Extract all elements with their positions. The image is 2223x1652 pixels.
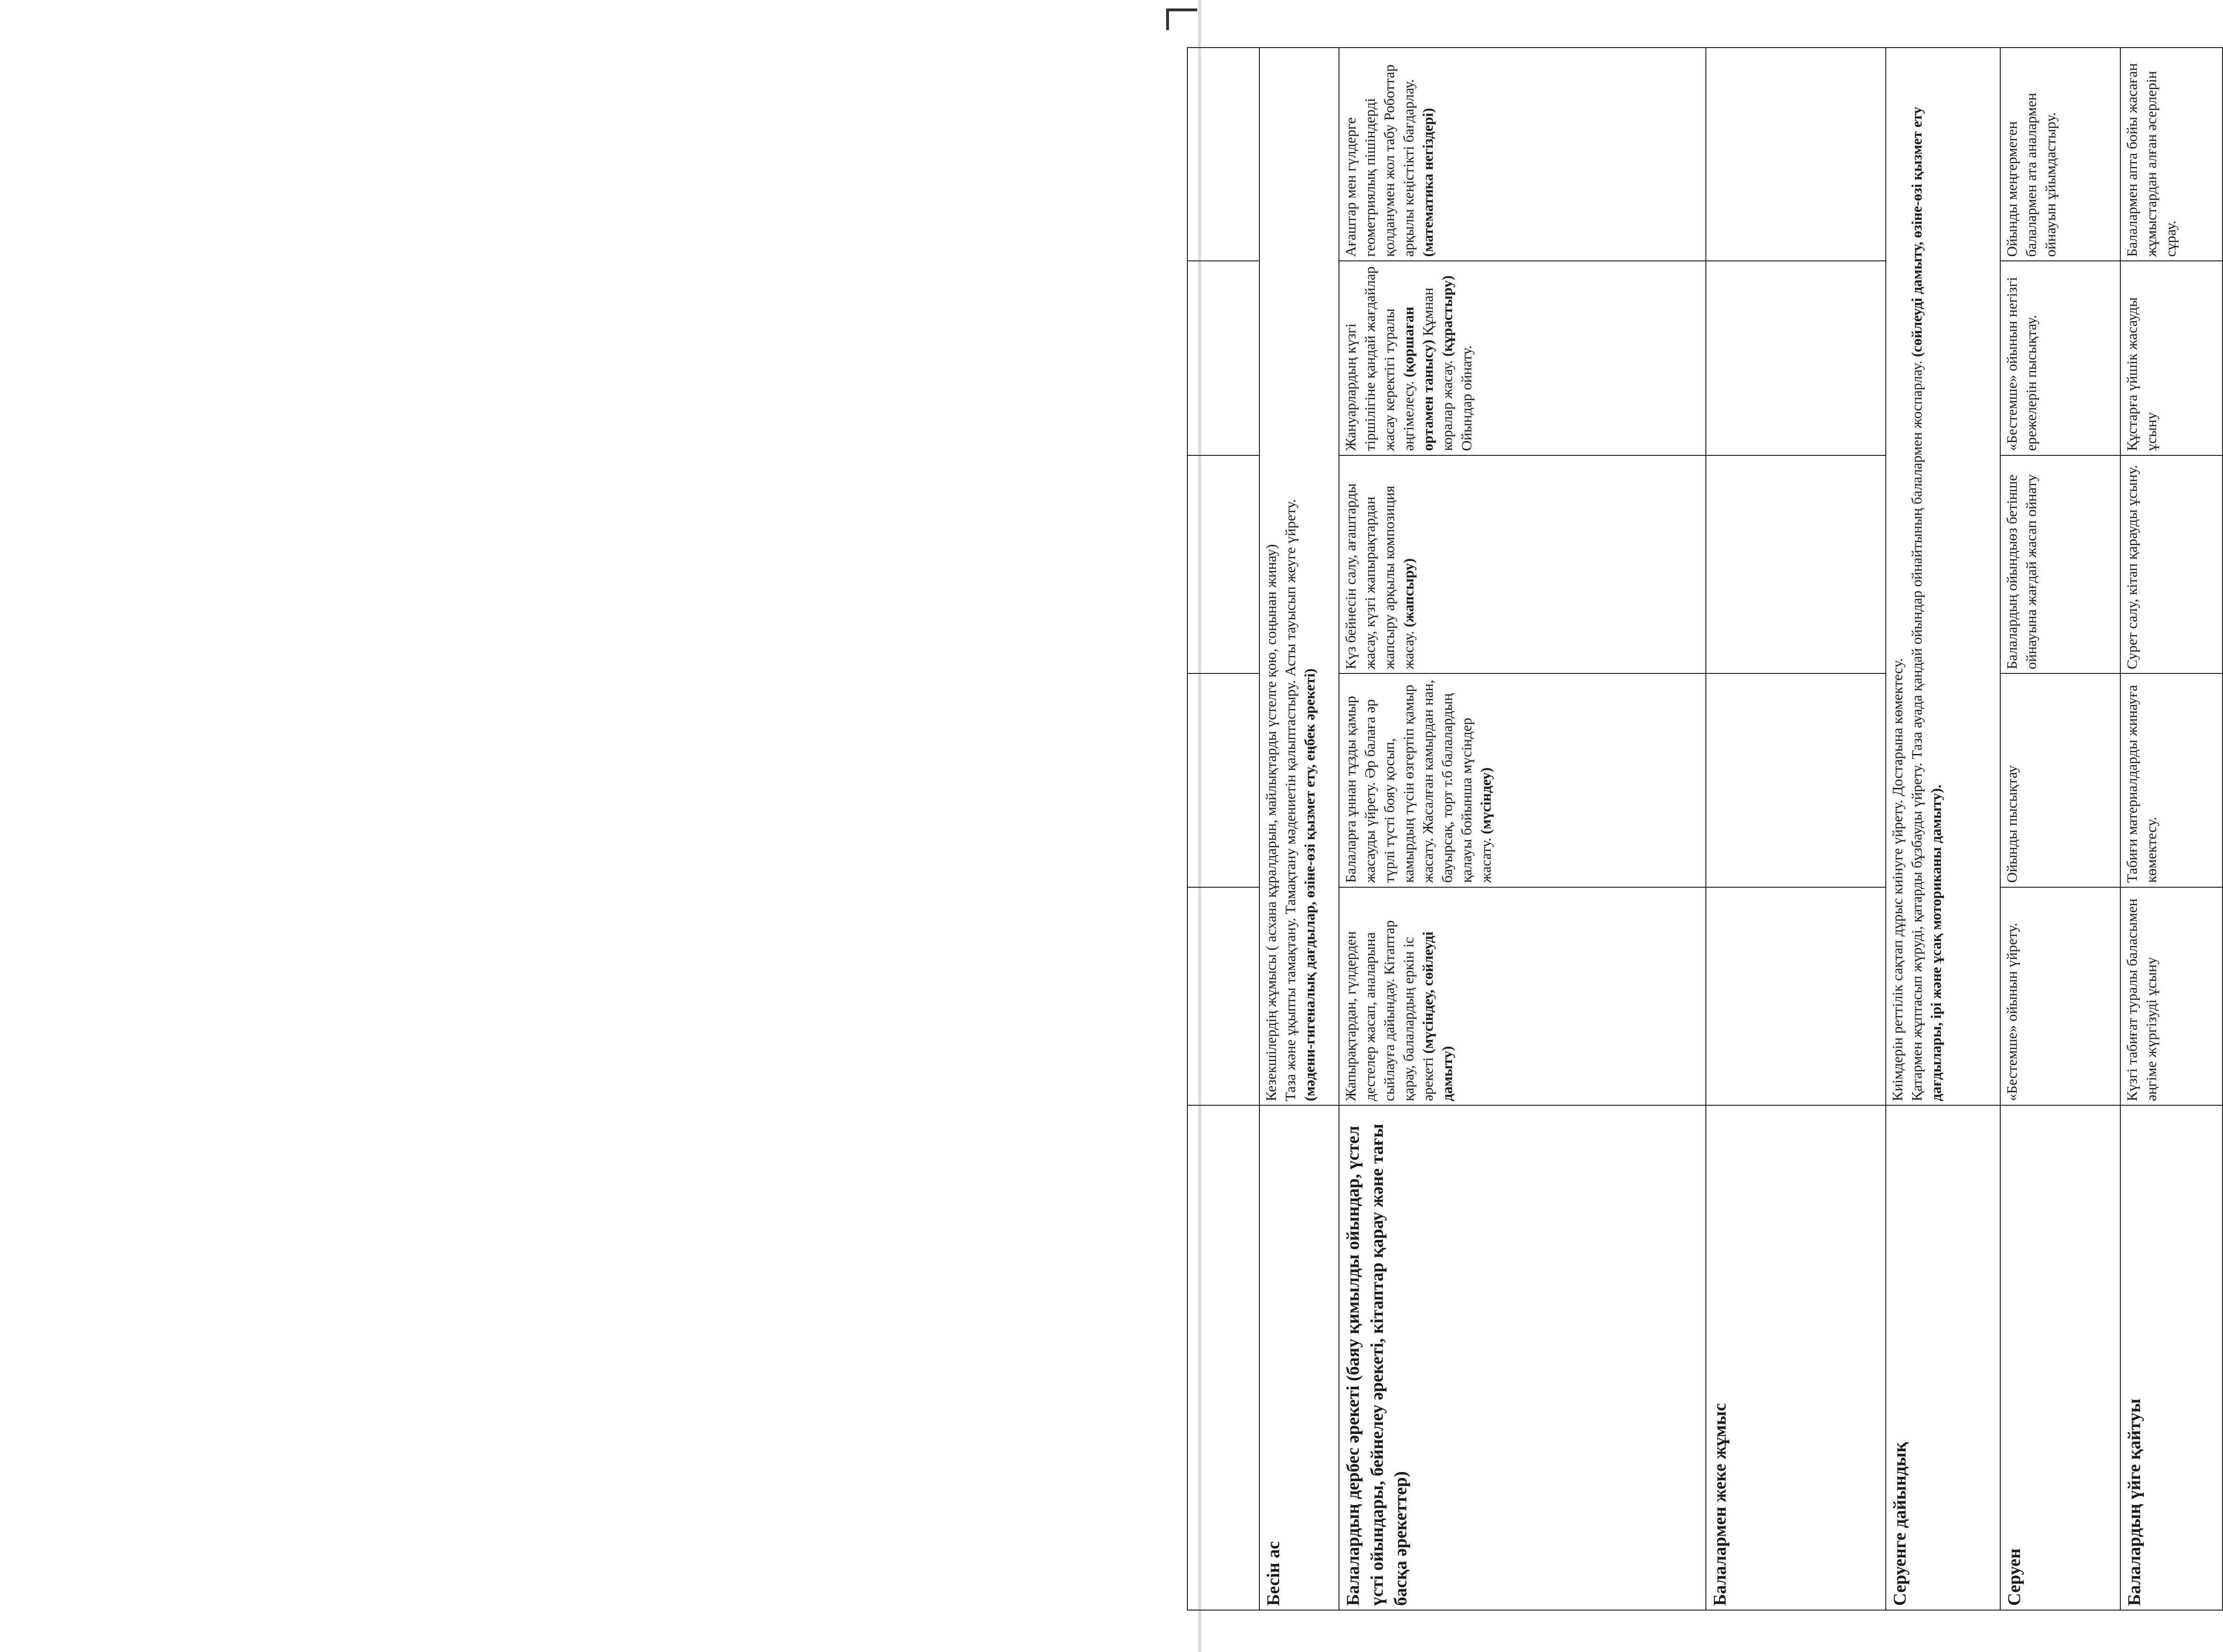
walk-friday: Ойынды меңгермеген балалармен ата аналармен ойнауын ұйымдастыру. (2000, 48, 2120, 261)
daily-plan-table (1187, 47, 2223, 1611)
home-wednesday: Сурет салу, кітап қарауды ұсыну. (2120, 455, 2223, 674)
independent-thursday-text-3: Ойындар ойнату. (1458, 345, 1475, 451)
independent-friday-area: (математика негіздері) (1420, 108, 1436, 257)
walk-prep-row (1886, 48, 2000, 1610)
independent-label: Балалардың дербес әрекеті (баяу қимылды ойындар, үстел үсті ойындары, бейнелеу әрекеті, кітаптар қарау және тағы басқа әрекеттер) (1339, 1105, 1705, 1610)
independent-wednesday-area: (жапсыру) (1400, 558, 1417, 627)
walk-thursday: «Бестемше» ойынын негізгі ережелерін пысықтау. (2000, 261, 2120, 455)
home-thursday: Құстарға үйшік жасауды ұсыну (2120, 261, 2223, 455)
walk-monday: «Бестемше» ойынын үйрету. (2000, 887, 2120, 1106)
independent-thursday (1339, 261, 1705, 455)
individual-cell (1706, 673, 1886, 887)
individual-cell (1706, 455, 1886, 674)
independent-friday (1339, 48, 1705, 261)
corner-mark (1166, 8, 1197, 30)
walk-prep-areas: (сөйлеуді дамыту, өзіне-өзі қызмет ету дағдылары, ірі және ұсақ моториканы дамыту). (1908, 106, 1945, 1101)
independent-row (1339, 48, 1705, 1610)
lunch-line-3: (мәдени-гигеналық дағдылар, өзіне-өзі қызмет ету, еңбек әрекеті) (1301, 668, 1318, 1101)
independent-thursday-area-2: (құрастыру) (1438, 275, 1455, 357)
walk-prep-content (1886, 48, 2000, 1105)
individual-label: Балалармен жеке жұмыс (1706, 1105, 1886, 1610)
header-cell (1187, 887, 1259, 1106)
home-tuesday: Табиғи материалдарды жинауға көмектесу. (2120, 673, 2223, 887)
independent-monday-text: Жапырақтардан, гүлдерден дестелер жасап, аналарына сыйлауға дайындау. Кітаптар қарау, балалардың еркін іс әрекеті (1342, 920, 1436, 1101)
independent-thursday-area-1: (қоршаған ортамен танысу) (1400, 307, 1436, 451)
individual-cell (1706, 887, 1886, 1106)
independent-tuesday-area: (мүсіндеу) (1477, 767, 1494, 834)
lunch-content (1259, 48, 1339, 1105)
walk-tuesday: Ойынды пысықтау (2000, 673, 2120, 887)
home-monday: Күзгі табиғат туралы баласымен әңгіме жүргізуді ұсыну (2120, 887, 2223, 1106)
lunch-line-2: Таза және ұқыпты тамақтану. Тамақтану мәдениетін қалыптастыру. Асты тауысып жеуге үйрету. (1282, 499, 1298, 1101)
header-cell (1187, 48, 1259, 261)
walk-label: Серуен (2000, 1105, 2120, 1610)
header-cell (1187, 455, 1259, 674)
individual-cell (1706, 261, 1886, 455)
independent-monday (1339, 887, 1705, 1106)
home-friday: Балалармен апта бойы жасаған жұмыстардан алған әсерлерін сұрау. (2120, 48, 2223, 261)
home-label: Балалардың үйге қайтуы (2120, 1105, 2223, 1610)
lunch-label: Бесін ас (1259, 1105, 1339, 1610)
walk-prep-label: Серуенге дайындық (1886, 1105, 2000, 1610)
independent-friday-text: Ағаштар мен гүлдерге геометриялық пішіндерді қолданумен жол табу Роботтар арқылы кеңістікті бағдарлау. (1342, 64, 1417, 257)
walk-prep-line-2: Қатармен жұптасып жүруді, қатарды бұзбауды үйрету. Таза ауада қандай ойындар ойнайтының балалармен жоспарлау. (1908, 360, 1925, 1101)
walk-wednesday: Балалардың ойындыөз бетінше ойнауына жағдай жасап ойнату (2000, 455, 2120, 674)
independent-tuesday-text: Балаларға ұннан тұзды қамыр жасауды үйрету. Әр балаға әр түрлі түсті бояу қосып, камырдың түсін өзгертіп қамыр жасату. Жасалған камырдан нан, бауырсақ, торт т.б балалардың қалауы бойынша мүсіндер жасату. (1342, 680, 1494, 883)
rotated-plan-table (1187, 47, 2223, 1611)
individual-row (1706, 48, 1886, 1610)
lunch-row (1259, 48, 1339, 1610)
individual-cell (1706, 48, 1886, 261)
independent-wednesday-text: Күз бейнесін салу, ағаштарды жасау, күзгі жапырақтардан жапсыру арқылы композиция жасау. (1342, 483, 1417, 670)
header-cell (1187, 261, 1259, 455)
walk-row (2000, 48, 2120, 1610)
header-cell (1187, 1105, 1259, 1610)
lunch-line-1: Кезекшілердің жұмысы ( асхана құралдарын, майлықтарды үстелге қою, соңынан жинау) (1263, 544, 1280, 1101)
independent-wednesday (1339, 455, 1705, 674)
independent-thursday-text-2: Құмнан коралар жасау. (1420, 287, 1455, 451)
walk-prep-line-1: Киімдерін реттілік сақтап дұрыс киінуге үйрету. Достарына көмектесу. (1889, 658, 1906, 1101)
home-row (2120, 48, 2223, 1610)
independent-tuesday (1339, 673, 1705, 887)
header-cell (1187, 673, 1259, 887)
header-row (1187, 48, 1259, 1610)
independent-thursday-text-1: Жануарлардың күзгі тіршілігіне қандай жағдайлар жасау керектігі туралы әңгімелесу. (1342, 266, 1417, 451)
independent-monday-area: (мүсіндеу, сөйлеуді дамыту) (1420, 931, 1455, 1101)
